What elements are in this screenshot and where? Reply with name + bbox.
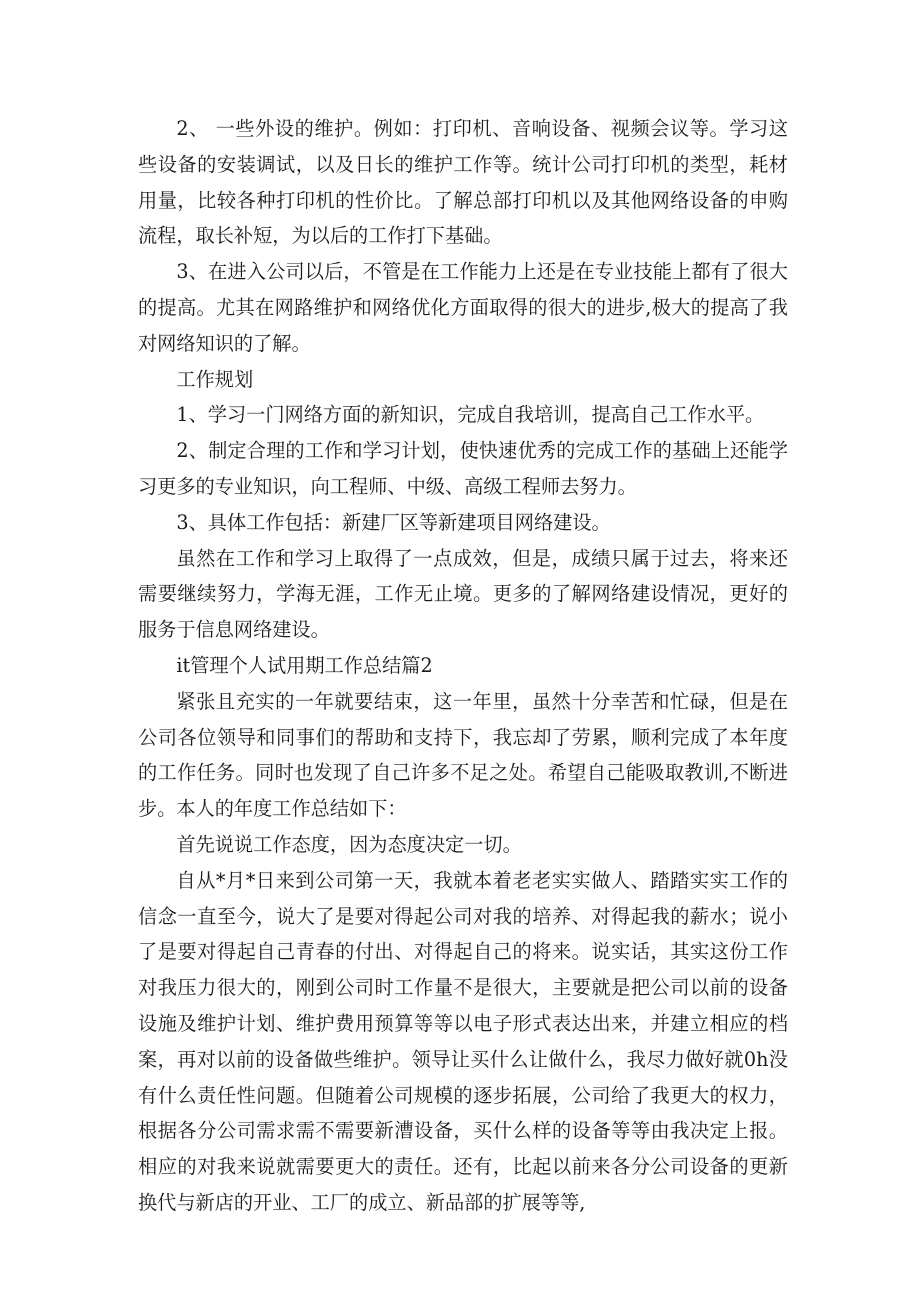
paragraph-plan-item-1: 1、学习一门网络方面的新知识，完成自我培训，提高自己工作水平。: [176, 403, 765, 427]
paragraph-year-intro: 紧张且充实的一年就要结束，这一年里，虽然十分幸苦和忙碌，但是在公司各位领导和同事们的帮助和支持下，我忘却了劳累，顺利完成了本年度的工作任务。同时也发现了自己许多不足之处。希望自己能吸取教训,不断进步。本人的年度工作总结如下：: [138, 689, 788, 821]
paragraph-plan-item-2: 2、制定合理的工作和学习计划，使快速优秀的完成工作的基础上还能学习更多的专业知识，向工程师、中级、高级工程师去努力。: [138, 439, 788, 498]
paragraph-work-attitude: 首先说说工作态度，因为态度决定一切。: [176, 832, 522, 856]
paragraph-peripheral-maintenance: 2、 一些外设的维护。例如：打印机、音响设备、视频会议等。学习这些设备的安装调试，以及日长的维护工作等。统计公司打印机的类型，耗材用量，比较各种打印机的性价比。了解总部打印机以及其他网络设备的申购流程，取长补短，为以后的工作打下基础。: [138, 117, 788, 248]
section-heading-article-2: it管理个人试用期工作总结篇2: [176, 653, 433, 677]
paragraph-skill-improvement: 3、在进入公司以后，不管是在工作能力上还是在专业技能上都有了很大的提高。尤其在网路维护和网络优化方面取得的很大的进步,极大的提高了我对网络知识的了解。: [138, 260, 788, 355]
paragraph-plan-item-3: 3、具体工作包括：新建厂区等新建项目网络建设。: [176, 510, 611, 534]
paragraph-since-joining: 自从*月*日来到公司第一天，我就本着老老实实做人、踏踏实实工作的信念一直至今，说大了是要对得起公司对我的培养、对得起我的薪水；说小了是要对得起自己青春的付出、对得起自己的将来。说实话，其实这份工作对我压力很大的，刚到公司时工作量不是很大，主要就是把公司以前的设备设施及维护计划、维护费用预算等等以电子形式表达出来，并建立相应的档案，再对以前的设备做些维护。领导让买什么让做什么，我尽力做好就0h没有什么责任性问题。但随着公司规模的逐步拓展，公司给了我更大的权力，根据各分公司需求需不需要新漕设备，买什么样的设备等等由我决定上报。相应的对我来说就需要更大的责任。还有，比起以前来各分公司设备的更新换代与新店的开业、工厂的成立、新品部的扩展等等,: [138, 868, 788, 1214]
document-body: [138, 111, 788, 1221]
paragraph-conclusion: 虽然在工作和学习上取得了一点成效，但是，成绩只属于过去，将来还需要继续努力，学海无涯，工作无止境。更多的了解网络建设情况，更好的服务于信息网络建设。: [138, 546, 788, 642]
section-heading-work-plan: 工作规划: [176, 367, 254, 391]
